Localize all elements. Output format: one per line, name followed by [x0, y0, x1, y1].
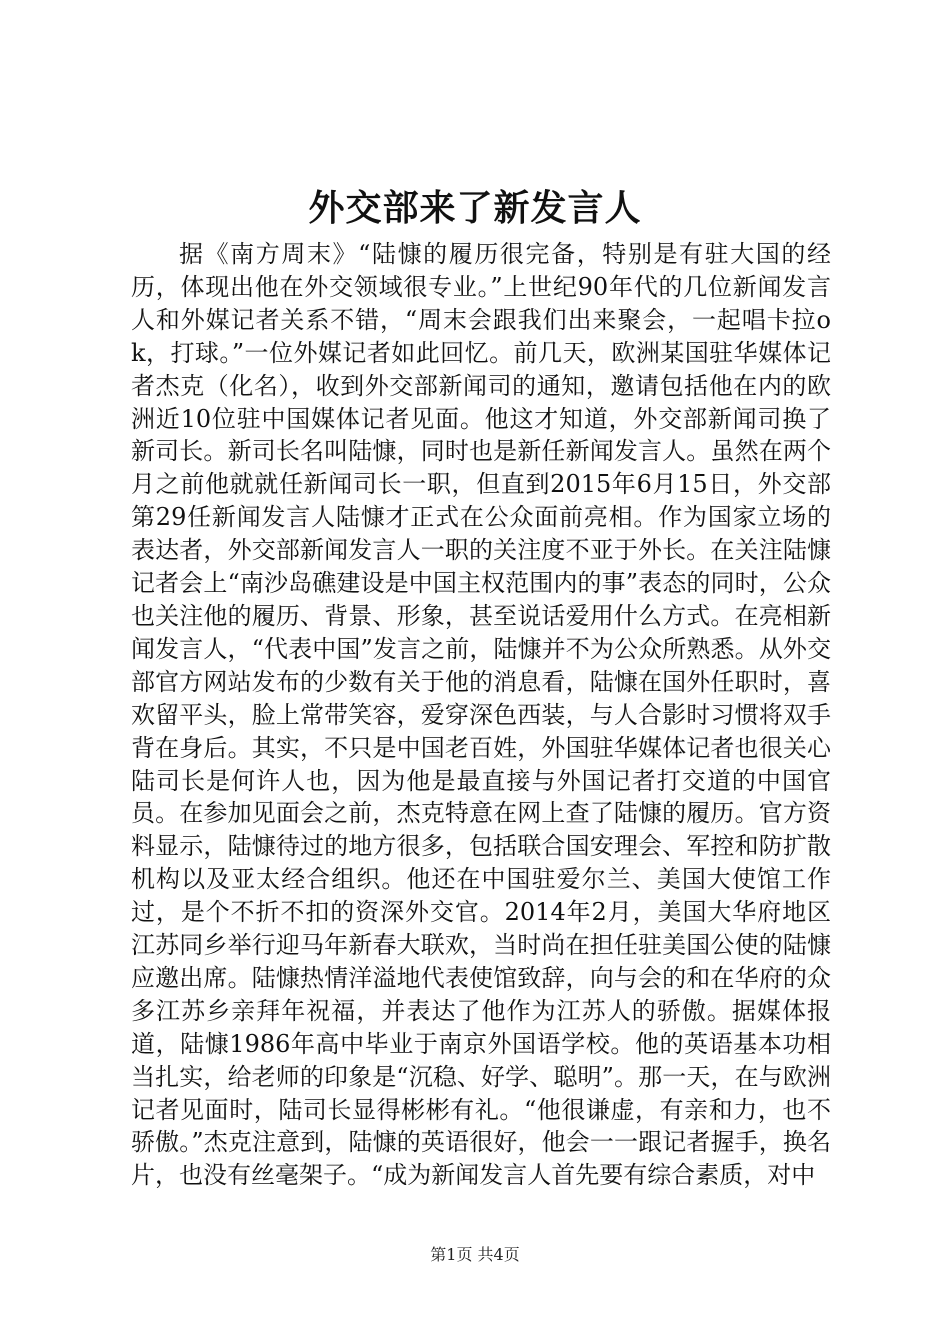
page-number-footer: 第1页 共4页 [430, 1245, 520, 1264]
document-body-paragraph: 据《南方周末》“陆慷的履历很完备，特别是有驻大国的经历，体现出他在外交领域很专业。”上世纪90年代的几位新闻发言人和外媒记者关系不错，“周末会跟我们出来聚会，一起唱卡拉ok，打球。”一位外媒记者如此回忆。前几天，欧洲某国驻华媒体记者杰克（化名），收到外交部新闻司的通知，邀请包括他在内的欧洲近10位驻中国媒体记者见面。他这才知道，外交部新闻司换了新司长。新司长名叫陆慷，同时也是新任新闻发言人。虽然在两个月之前他就就任新闻司长一职，但直到2015年6月15日，外交部第29任新闻发言人陆慷才正式在公众面前亮相。作为国家立场的表达者，外交部新闻发言人一职的关注度不亚于外长。在关注陆慷记者会上“南沙岛礁建设是中国主权范围内的事”表态的同时，公众也关注他的履历、背景、形象，甚至说话爱用什么方式。在亮相新闻发言人，“代表中国”发言之前，陆慷并不为公众所熟悉。从外交部官方网站发布的少数有关于他的消息看，陆慷在国外任职时，喜欢留平头，脸上常带笑容，爱穿深色西装，与人合影时习惯将双手背在身后。其实，不只是中国老百姓，外国驻华媒体记者也很关心陆司长是何许人也，因为他是最直接与外国记者打交道的中国官员。在参加见面会之前，杰克特意在网上查了陆慷的履历。官方资料显示，陆慷待过的地方很多，包括联合国安理会、军控和防扩散机构以及亚太经合组织。他还在中国驻爱尔兰、美国大使馆工作过，是个不折不扣的资深外交官。2014年2月，美国大华府地区江苏同乡举行迎马年新春大联欢，当时尚在担任驻美国公使的陆慷应邀出席。陆慷热情洋溢地代表使馆致辞，向与会的和在华府的众多江苏乡亲拜年祝福，并表达了他作为江苏人的骄傲。据媒体报道，陆慷1986年高中毕业于南京外国语学校。他的英语基本功相当扎实，给老师的印象是“沉稳、好学、聪明”。那一天，在与欧洲记者见面时，陆司长显得彬彬有礼。“他很谦虚，有亲和力，也不骄傲。”杰克注意到，陆慷的英语很好，他会一一跟记者握手，换名片，也没有丝毫架子。“成为新闻发言人首先要有综合素质，对中 [131, 240, 831, 1190]
document-title: 外交部来了新发言人 [308, 187, 642, 229]
